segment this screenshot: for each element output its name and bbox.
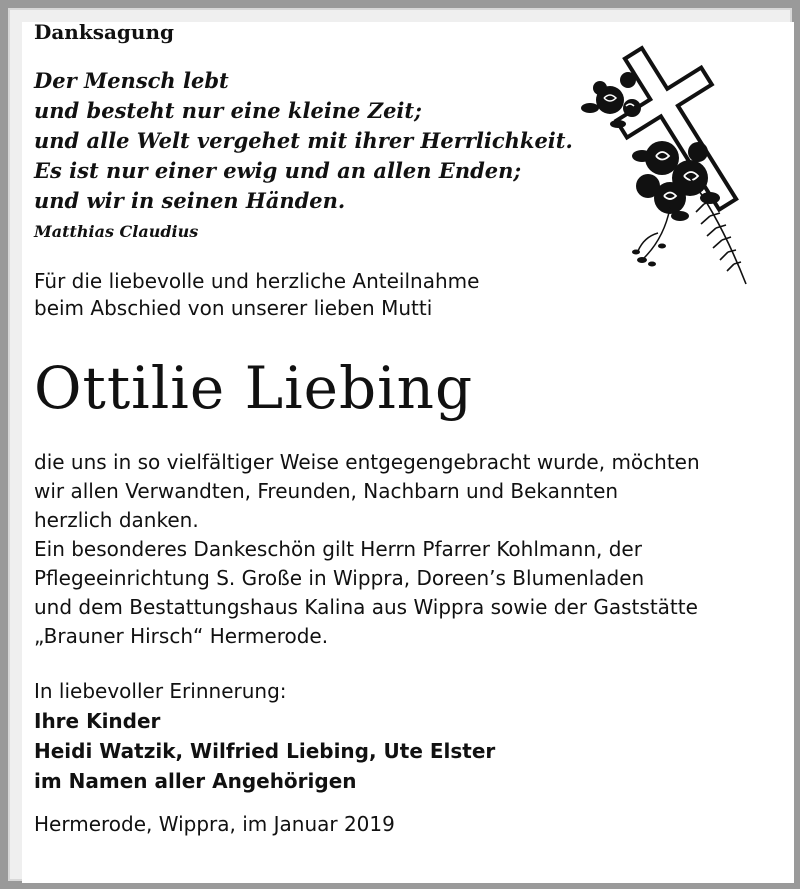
poem-line: und alle Welt vergehet mit ihrer Herrlichkeit. bbox=[34, 128, 573, 153]
notice-heading: Danksagung bbox=[34, 20, 174, 44]
closing-names: Heidi Watzik, Wilfried Liebing, Ute Elster bbox=[34, 739, 496, 763]
intro-line: Für die liebevolle und herzliche Anteilnahme bbox=[34, 269, 480, 293]
body-line: und dem Bestattungshaus Kalina aus Wippra sowie der Gaststätte bbox=[34, 595, 698, 619]
intro-text bbox=[34, 268, 479, 322]
place-date: Hermerode, Wippra, im Januar 2019 bbox=[34, 812, 395, 836]
poem-line: und wir in seinen Händen. bbox=[34, 188, 346, 213]
thanks-body bbox=[34, 448, 764, 651]
body-line: Ein besonderes Dankeschön gilt Herrn Pfarrer Kohlmann, der bbox=[34, 537, 642, 561]
closing-signature bbox=[34, 676, 495, 796]
deceased-name: Ottilie Liebing bbox=[34, 354, 474, 422]
intro-line: beim Abschied von unserer lieben Mutti bbox=[34, 296, 433, 320]
closing-relatives: im Namen aller Angehörigen bbox=[34, 769, 357, 793]
poem bbox=[34, 66, 573, 216]
poem-line: und besteht nur eine kleine Zeit; bbox=[34, 98, 422, 123]
poem-author: Matthias Claudius bbox=[34, 222, 199, 241]
closing-intro: In liebevoller Erinnerung: bbox=[34, 679, 287, 703]
poem-line: Es ist nur einer ewig und an allen Enden; bbox=[34, 158, 522, 183]
closing-children: Ihre Kinder bbox=[34, 709, 161, 733]
body-line: herzlich danken. bbox=[34, 508, 199, 532]
cross-with-roses-icon bbox=[570, 28, 750, 290]
body-line: „Brauner Hirsch“ Hermerode. bbox=[34, 624, 329, 648]
body-line: wir allen Verwandten, Freunden, Nachbarn und Bekannten bbox=[34, 479, 619, 503]
poem-line: Der Mensch lebt bbox=[34, 68, 229, 93]
body-line: die uns in so vielfältiger Weise entgegengebracht wurde, möchten bbox=[34, 450, 700, 474]
body-line: Pflegeeinrichtung S. Große in Wippra, Doreen’s Blumenladen bbox=[34, 566, 645, 590]
